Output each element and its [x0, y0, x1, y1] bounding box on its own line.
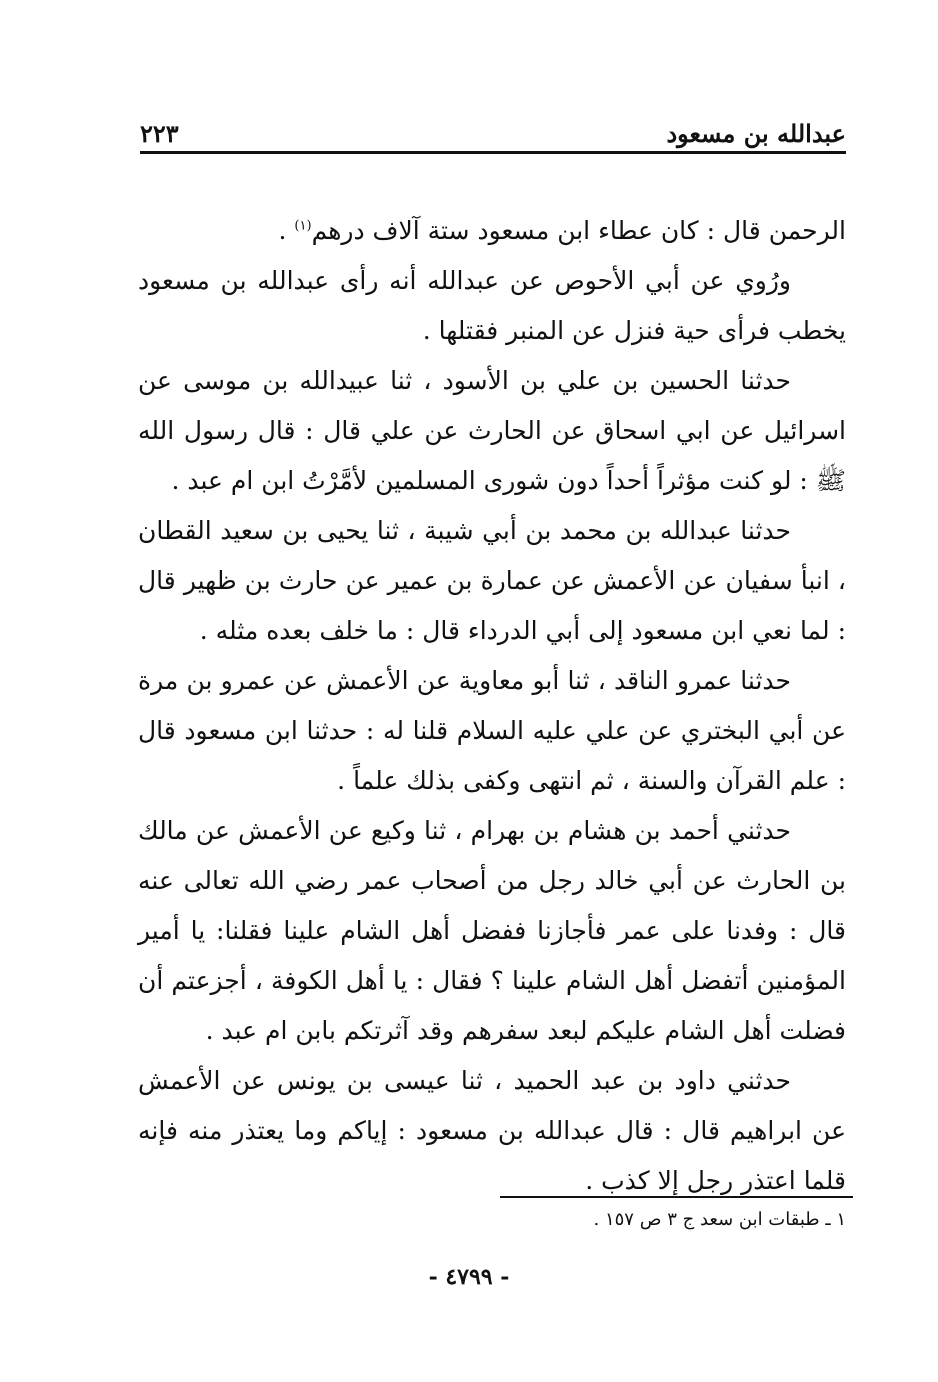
folio-number: - ٤٧٩٩ - [428, 1264, 510, 1290]
paragraph: حدثني داود بن عبد الحميد ، ثنا عيسى بن يونس عن الأعمش عن ابراهيم قال : قال عبدالله بن مسعود : إياكم وما يعتذر منه فإنه قلما اعتذر رجل إلا كذب . [138, 1066, 846, 1195]
paragraph-text: الرحمن قال : كان عطاء ابن مسعود ستة آلاف درهم [311, 216, 846, 245]
paragraph: حدثنا الحسين بن علي بن الأسود ، ثنا عبيدالله بن موسى عن اسرائيل عن ابي اسحاق عن الحارث عن علي قال : قال رسول الله ﷺ : لو كنت مؤثراً أحداً دون شورى المسلمين لأمَّرْتُ ابن ام عبد . [138, 366, 846, 495]
paragraph: حدثنا عمرو الناقد ، ثنا أبو معاوية عن الأعمش عن عمرو بن مرة عن أبي البختري عن علي عليه السلام قلنا له : حدثنا ابن مسعود قال : علم القرآن والسنة ، ثم انتهى وكفى بذلك علماً . [138, 666, 846, 795]
footnote-rule [500, 1196, 853, 1198]
paragraph [138, 206, 846, 256]
footnote: ١ ـ طبقات ابن سعد ج ٣ ص ١٥٧ . [593, 1209, 846, 1230]
paragraph: حدثنا عبدالله بن محمد بن أبي شيبة ، ثنا يحيى بن سعيد القطان ، انبأ سفيان عن الأعمش عن عمارة بن عمير عن حارث بن ظهير قال : لما نعي ابن مسعود إلى أبي الدرداء قال : ما خلف بعده مثله . [138, 516, 847, 645]
paragraph: حدثني أحمد بن هشام بن بهرام ، ثنا وكيع عن الأعمش عن مالك بن الحارث عن أبي خالد رجل من أصحاب عمر رضي الله تعالى عنه قال : وفدنا على عمر فأجازنا ففضل أهل الشام علينا فقلنا: يا أمير المؤمنين أتفضل أهل الشام علينا ؟ فقال : يا أهل الكوفة ، أجزعتم أن فضلت أهل الشام عليكم لبعد سفرهم وقد آثرتكم بابن ام عبد . [138, 816, 846, 1045]
main-text [138, 206, 846, 1206]
chapter-title: عبدالله بن مسعود [666, 119, 846, 148]
running-header [140, 112, 846, 148]
paragraph: ورُوي عن أبي الأحوص عن عبدالله أنه رأى عبدالله بن مسعود يخطب فرأى حية فنزل عن المنبر فقتلها . [138, 266, 846, 345]
paragraph-end: . [278, 216, 295, 245]
header-rule [140, 151, 846, 154]
footnote-marker: (١) [294, 218, 312, 234]
header-page-number: ٢٢٣ [140, 119, 179, 148]
